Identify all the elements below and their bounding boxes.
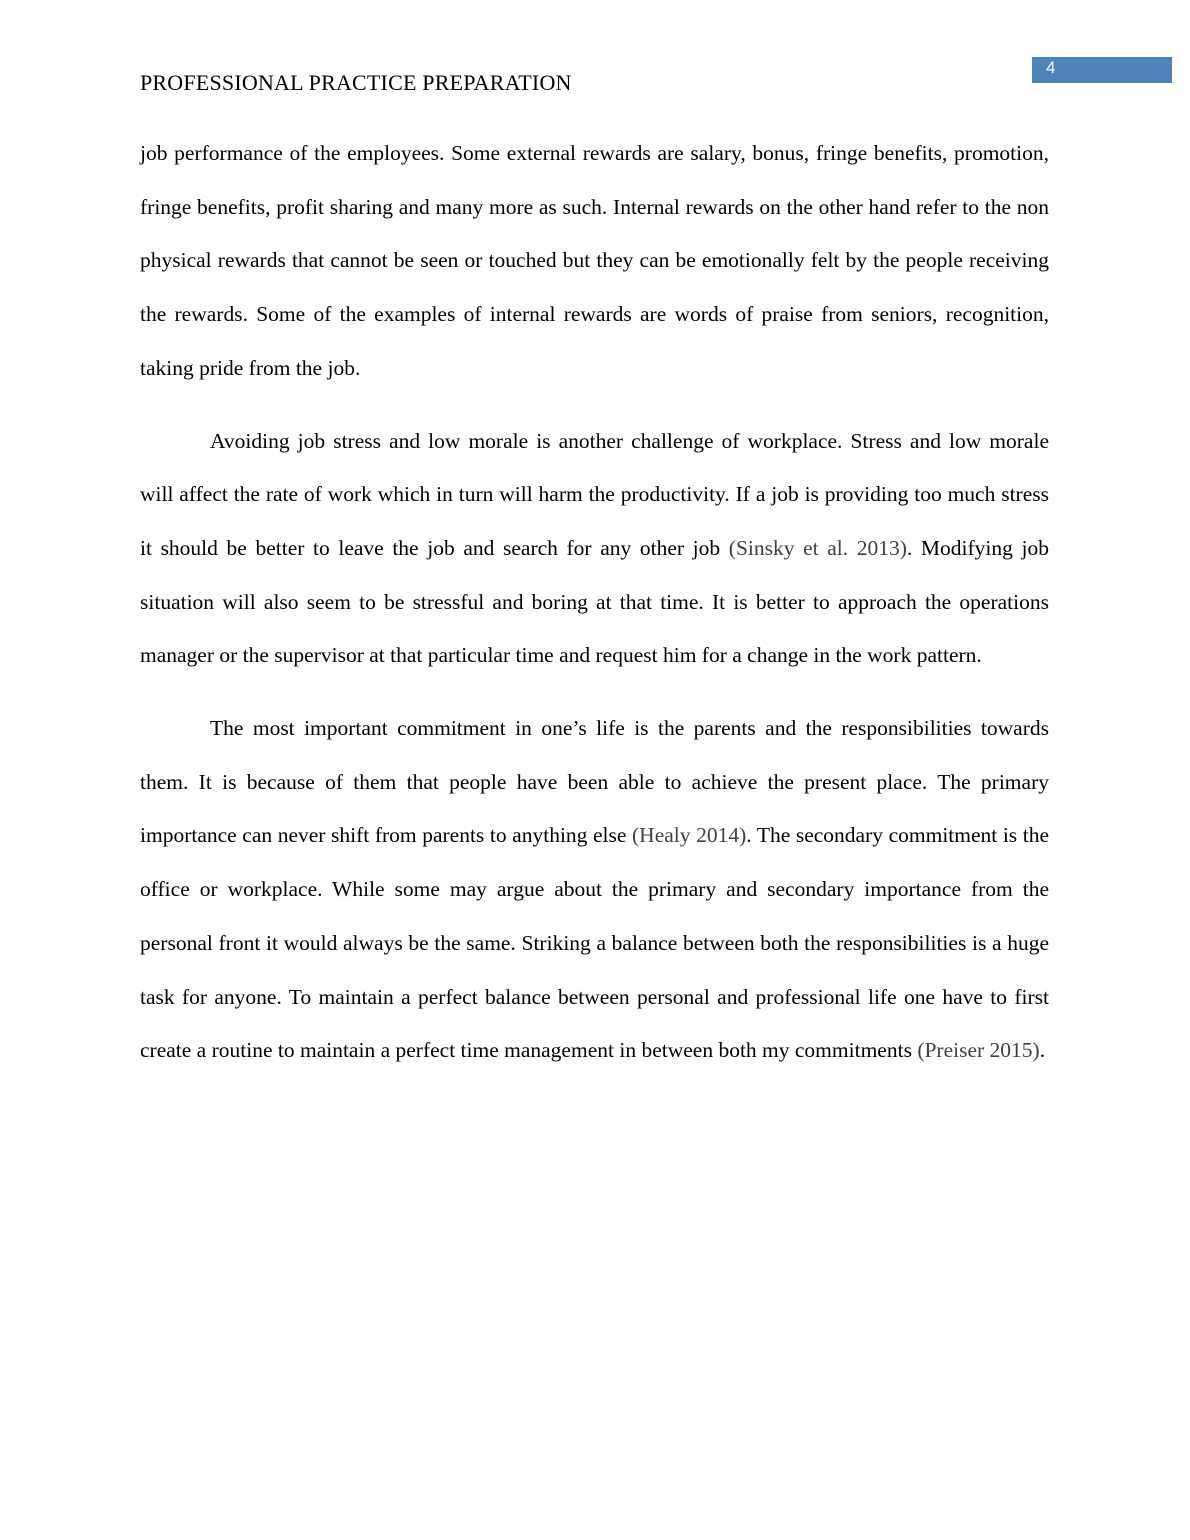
citation-preiser: (Preiser 2015) — [917, 1038, 1040, 1063]
paragraph-text: Avoiding job stress and low morale is another challenge of workplace. Stress and low morale will affect the rate of work which in turn will harm the productivity. If a job is providing too much stress it should be better to leave the job and search for any other job — [140, 428, 1049, 560]
document-body — [140, 127, 1049, 1097]
paragraph-text: The most important commitment in one’s life is the parents and the responsibilities towards them. It is because of them that people have been able to achieve the present place. The primary importance can never shift from parents to anything else — [140, 716, 1049, 848]
paragraph-text: . The secondary commitment is the office or workplace. While some may argue about the primary and secondary importance from the personal front it would always be the same. Striking a balance between both the responsibilities is a huge task for anyone. To maintain a perfect balance between personal and professional life one have to first create a routine to maintain a perfect time management in between both my commitments — [140, 823, 1050, 1063]
paragraph-text: job performance of the employees. Some external rewards are salary, bonus, fringe benefits, promotion, fringe benefits, profit sharing and many more as such. Internal rewards on the other hand refer to the non physical rewards that cannot be seen or touched but they can be emotionally felt by the people receiving the rewards. Some of the examples of internal rewards are words of praise from seniors, recognition, taking pride from the job. — [140, 141, 1049, 380]
paragraph-commitments — [140, 702, 1049, 1078]
paragraph-text: . — [1039, 1038, 1046, 1063]
page-number-bar — [1032, 57, 1172, 83]
citation-sinsky: (Sinsky et al. 2013) — [728, 535, 907, 560]
running-head: PROFESSIONAL PRACTICE PREPARATION — [140, 70, 572, 95]
citation-healy: (Healy 2014) — [632, 823, 747, 848]
paragraph-job-stress — [140, 415, 1049, 684]
paragraph-rewards — [140, 127, 1049, 396]
paragraph-text: . Modifying job situation will also seem to be stressful and boring at that time. It is better to approach the operations manager or the supervisor at that particular time and request him for a change in the work pattern. — [140, 535, 1050, 668]
page-number: 4 — [1046, 58, 1056, 77]
